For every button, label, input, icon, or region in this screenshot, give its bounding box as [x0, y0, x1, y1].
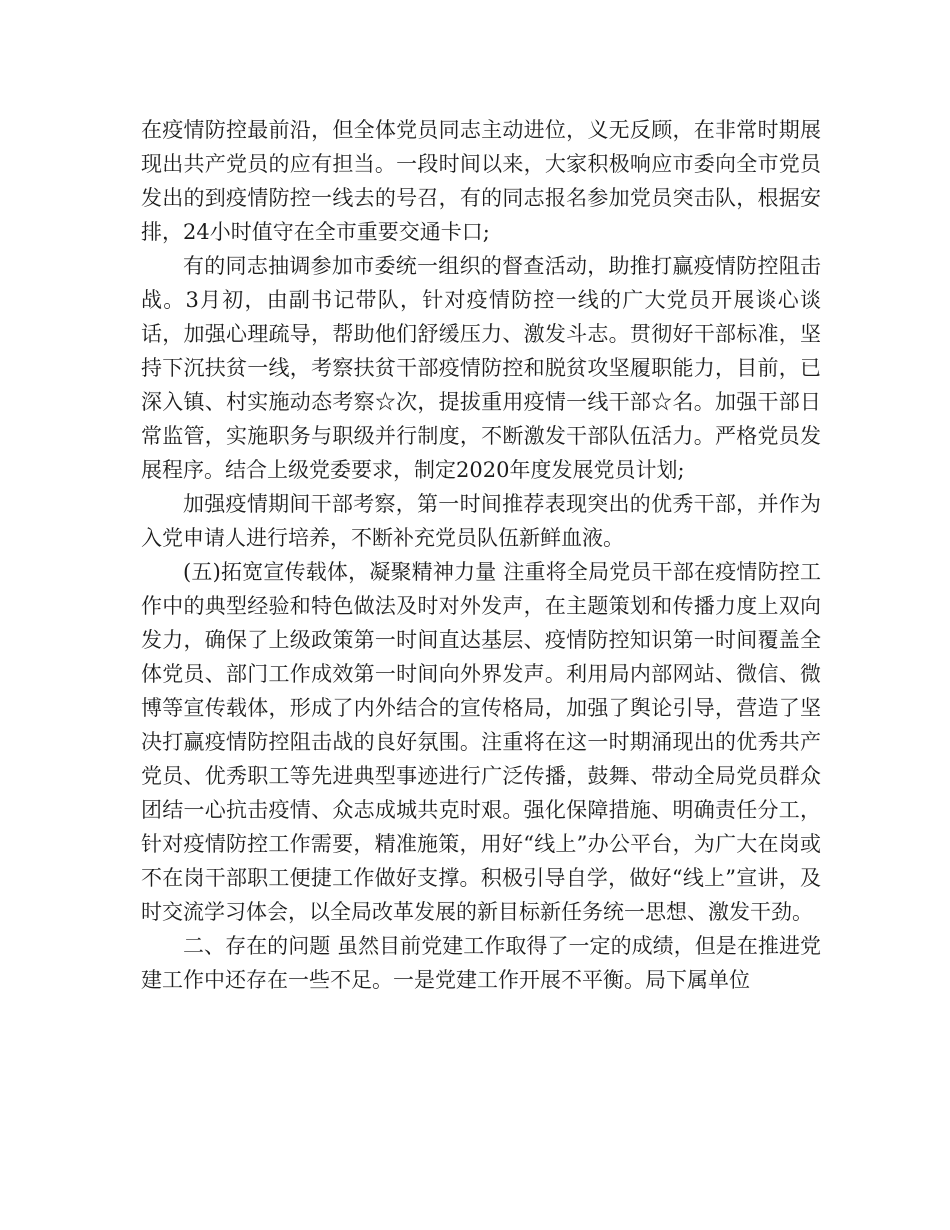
- paragraph-1: 在疫情防控最前沿，但全体党员同志主动进位，义无反顾，在非常时期展现出共产党员的应有担当。一段时间以来，大家积极响应市委向全市党员发出的到疫情防控一线去的号召，有的同志报名参加党员突击队，根据安排，24小时值守在全市重要交通卡口;: [141, 118, 821, 244]
- paragraph-5: 二、存在的问题 虽然目前党建工作取得了一定的成绩，但是在推进党建工作中还存在一些不足。一是党建工作开展不平衡。局下属单位: [141, 934, 821, 992]
- document-body: [141, 113, 821, 997]
- paragraph-4: (五)拓宽宣传载体，凝聚精神力量 注重将全局党员干部在疫情防控工作中的典型经验和特色做法及时对外发声，在主题策划和传播力度上双向发力，确保了上级政策第一时间直达基层、疫情防控知识第一时间覆盖全体党员、部门工作成效第一时间向外界发声。利用局内部网站、微信、微博等宣传载体，形成了内外结合的宣传格局，加强了舆论引导，营造了坚决打赢疫情防控阻击战的良好氛围。注重将在这一时期涌现出的优秀共产党员、优秀职工等先进典型事迹进行广泛传播，鼓舞、带动全局党员群众团结一心抗击疫情、众志成城共克时艰。强化保障措施、明确责任分工，针对疫情防控工作需要，精准施策，用好“线上”办公平台，为广大在岗或不在岗干部职工便捷工作做好支撑。积极引导自学，做好“线上”宣讲，及时交流学习体会，以全局改革发展的新目标新任务统一思想、激发干劲。: [141, 560, 821, 924]
- paragraph-3: 加强疫情期间干部考察，第一时间推荐表现突出的优秀干部，并作为入党申请人进行培养，不断补充党员队伍新鲜血液。: [141, 492, 821, 550]
- paragraph-2: 有的同志抽调参加市委统一组织的督查活动，助推打赢疫情防控阻击战。3月初，由副书记带队，针对疫情防控一线的广大党员开展谈心谈话，加强心理疏导，帮助他们舒缓压力、激发斗志。贯彻好干部标准，坚持下沉扶贫一线，考察扶贫干部疫情防控和脱贫攻坚履职能力，目前，已深入镇、村实施动态考察☆次，提拔重用疫情一线干部☆名。加强干部日常监管，实施职务与职级并行制度，不断激发干部队伍活力。严格党员发展程序。结合上级党委要求，制定2020年度发展党员计划;: [141, 254, 821, 482]
